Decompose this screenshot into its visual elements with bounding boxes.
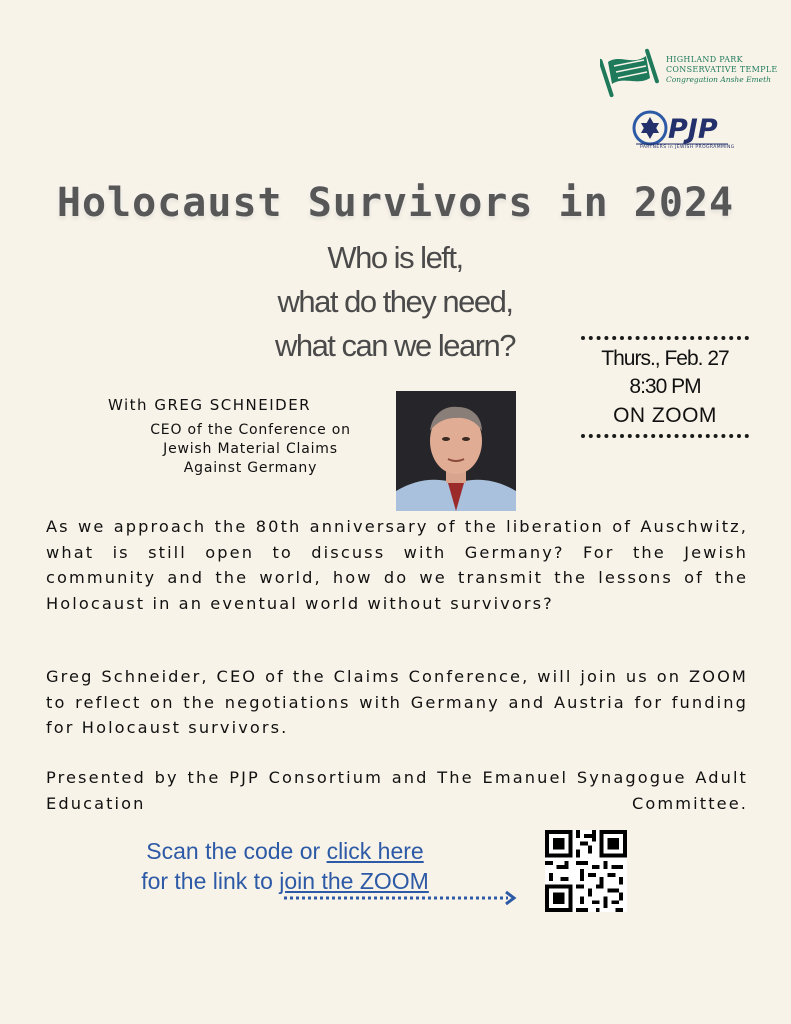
body-paragraph-3: Presented by the PJP Consortium and The Emanuel Synagogue Adult Education Committee. (46, 768, 748, 813)
dotted-arrow-icon (282, 888, 518, 908)
speaker-role-line: Against Germany (183, 460, 318, 476)
hpct-line-1: HIGHLAND PARK (666, 55, 743, 64)
speaker-role (108, 421, 393, 478)
cta-text: for the link to (141, 868, 280, 894)
pjp-wordmark: PJP (668, 114, 718, 145)
event-date: Thurs., Feb. 27 (601, 347, 729, 370)
join-zoom-link[interactable]: join the ZOOM (279, 868, 429, 894)
subtitle-line: Who is left, (327, 240, 463, 275)
click-here-link[interactable]: click here (326, 838, 424, 864)
speaker-name: With GREG SCHNEIDER (108, 396, 312, 414)
qr-code[interactable] (545, 830, 627, 912)
subtitle-line: what can we learn? (274, 328, 516, 363)
cta-line-1 (110, 836, 460, 866)
hpct-logo-text (666, 55, 778, 85)
dotted-divider-top (581, 336, 749, 340)
event-time: 8:30 PM (629, 375, 701, 398)
event-datetime (572, 345, 758, 431)
speaker-role-line: CEO of the Conference on (150, 422, 351, 438)
body-paragraph-1: As we approach the 80th anniversary of the liberation of Auschwitz, what is still open to discuss with Germany? For the Jewish community and the world, how do we transmit the lessons of the Holocaust in an eventual world without survivors? (46, 517, 748, 613)
event-venue: ON ZOOM (613, 404, 717, 427)
hpct-line-3: Congregation Anshe Emeth (666, 75, 771, 84)
page-title: Holocaust Survivors in 2024 (56, 180, 735, 226)
dotted-divider-bottom (581, 434, 749, 438)
body-paragraph-2: Greg Schneider, CEO of the Claims Conference, will join us on ZOOM to reflect on the negotiations with Germany and Austria for funding for Holocaust survivors. (46, 667, 748, 737)
cta-text: Scan the code or (146, 838, 327, 864)
hpct-line-2: CONSERVATIVE TEMPLE (666, 65, 778, 74)
speaker-role-line: Jewish Material Claims (163, 441, 338, 457)
subtitle-line: what do they need, (277, 284, 513, 319)
subtitle (180, 236, 610, 368)
pjp-tagline: PARTNERS in JEWISH PROGRAMMING (640, 145, 735, 150)
speaker-photo (396, 391, 516, 511)
